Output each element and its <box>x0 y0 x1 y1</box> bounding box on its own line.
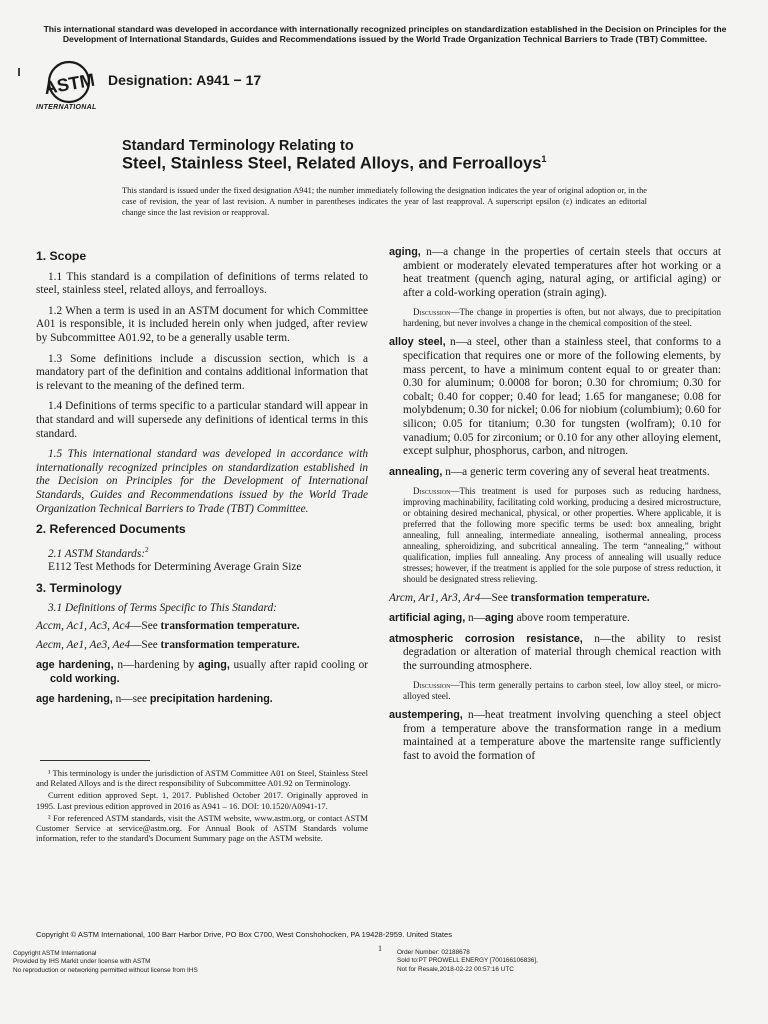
age-hardening-def-b: usually after rapid cooling or <box>233 659 369 672</box>
license-block <box>13 950 198 975</box>
footnote-1: ¹ This terminology is under the jurisdiction of ASTM Committee A01 on Steel, Stainless Steel and Related Alloys and is the direct responsibility of Subcommittee A01.92 on Terminology. <box>36 768 368 789</box>
age-hardening-entry-2 <box>36 693 368 707</box>
ae-entry <box>36 639 368 653</box>
atmospheric-corrosion-term: atmospheric corrosion resistance, <box>389 632 583 645</box>
license-line: Provided by IHS Markit under license with ASTM <box>13 958 151 966</box>
section-3-1: 3.1 Definitions of Terms Specific to This Standard: <box>48 602 277 615</box>
section-1-4: 1.4 Definitions of terms specific to a particular standard will appear in that standard and will supersede any definitions of identical terms in this standard. <box>36 400 368 440</box>
age-hardening-xref-2: precipitation hardening. <box>149 693 273 706</box>
alloy-steel-entry <box>389 336 721 458</box>
austempering-term: austempering, <box>389 709 463 722</box>
refdocs-heading: 2. Referenced Documents <box>36 522 186 537</box>
order-block <box>397 949 538 974</box>
aging-disc-text: —The change in properties is often, but not always, due to precipitation hardening, but never involves a change in the chemical composition of the steel. <box>403 307 721 329</box>
footnote-1-edition: Current edition approved Sept. 1, 2017. Published October 2017. Originally approved in 1995. Last previous edition approved in 2016 as A941 – 16. DOI: 10.1520/A0941-17. <box>36 790 368 811</box>
annealing-term: annealing, <box>389 465 443 478</box>
aging-entry <box>389 246 721 300</box>
title-text: Steel, Stainless Steel, Related Alloys, and Ferroalloys <box>122 154 542 173</box>
age-hardening-term: age hardening, <box>36 659 114 672</box>
artificial-aging-entry <box>389 612 721 626</box>
ae-xref: transformation temperature. <box>160 639 300 652</box>
aging-def: n—a change in the properties of certain steels that occurs at ambient or moderately elevated temperatures after hot working or a heat treatment (quench aging, natural aging, or artificial aging) or after a cold-working operation (strain aging). <box>403 246 722 299</box>
artificial-aging-def-b: above room temperature. <box>516 611 630 624</box>
age-hardening-def-a: n—hardening by <box>117 659 195 672</box>
title-footnote-ref: 1 <box>541 154 547 164</box>
artificial-aging-term: artificial aging, <box>389 611 466 624</box>
footnote-rule <box>40 760 150 761</box>
section-1-5: 1.5 This international standard was developed in accordance with internationally recognized principles on standardization established in the Decision on Principles for the Development of International Standards, Guides and Recommendations issued by the World Trade Organization Technical Barriers to Trade (TBT) Committee. <box>36 448 368 515</box>
ae-def: —See <box>130 639 158 652</box>
artificial-aging-xref: aging <box>484 611 514 624</box>
atmospheric-corrosion-def: n—the ability to resist degradation or alteration of material through chemical reaction with the surrounding atmosphere. <box>403 632 721 672</box>
page-number: 1 <box>378 944 382 953</box>
alloy-steel-def: n—a steel, other than a stainless steel, that conforms to a specification that requires one or more of the following elements, by mass percent, to have a minimum content equal to or greater than: 0.30 for aluminum; 0.0008 for boron; 0.30 for chromium; 0.30 for cobalt; 0.40 for copper; 0.40 for lead; 1.65 for manganese; 0.08 for molybdenum; 0.30 for nickel; 0.06 for niobium (columbium); 0.60 for silicon; 0.05 for titanium; 0.30 for tungsten (wolfram); 0.10 for vanadium; 0.05 for zirconium; or 0.10 for any other alloying element, except sulphur, phosphorus, carbon, and nitrogen. <box>403 336 722 458</box>
annealing-disc-label: Discussion <box>413 486 451 497</box>
wto-notice: This international standard was developed in accordance with internationally recognized principles on standardization established in the Decision on Principles for the Development of International Standards, Guides and Recommendations issued by the World Trade Organization Technical Barriers to Trade (TBT) Committee. <box>43 24 727 44</box>
astm-logo-text: ASTM <box>42 69 97 99</box>
ac-terms: Accm, Ac1, Ac3, Ac4 <box>36 619 131 632</box>
margin-mark <box>18 68 20 76</box>
footnote-ref-2: 2 <box>144 545 149 554</box>
annealing-entry <box>389 466 721 480</box>
ar-entry <box>389 592 721 606</box>
atmospheric-disc-label: Discussion <box>413 680 451 691</box>
section-1-2: 1.2 When a term is used in an ASTM document for which Committee A01 is responsible, it is included herein only when judged, after review by Subcommittee A01.92, to be a generally usable term. <box>36 304 368 344</box>
order-line: Sold to:PT PROWELL ENERGY [700166106836], <box>397 957 538 965</box>
issued-note: This standard is issued under the fixed designation A941; the number immediately following the designation indicates the year of original adoption or, in the case of revision, the year of last revision. A number in parentheses indicates the year of last reapproval. A superscript epsilon (ε) indicates an editorial change since the last revision or reapproval. <box>122 186 647 217</box>
copyright-line: Copyright © ASTM International, 100 Barr Harbor Drive, PO Box C700, West Conshohocken, PA 19428-2959. United States <box>36 930 453 939</box>
artificial-aging-def-a: n— <box>468 611 485 624</box>
section-1-1: 1.1 This standard is a compilation of definitions of terms related to steel, stainless steel, related alloys, and ferroalloys. <box>36 270 368 297</box>
astm-logo-subtext: INTERNATIONAL <box>36 104 97 111</box>
ar-def: —See <box>480 592 508 605</box>
aging-disc-label: Discussion <box>413 307 451 318</box>
atmospheric-corrosion-entry <box>389 633 721 674</box>
footnotes <box>36 768 368 845</box>
austempering-def: n—heat treatment involving quenching a steel object from a temperature above the transformation range in a medium maintained at a temperature above the martensite range sufficiently fast to avoid the formation of <box>403 709 722 763</box>
age-hardening-term-2: age hardening, <box>36 693 113 706</box>
left-column <box>36 250 368 714</box>
order-line: Order Number: 02188678 <box>397 949 470 956</box>
annealing-discussion <box>389 486 721 585</box>
designation: Designation: A941 − 17 <box>108 72 262 88</box>
license-line: Copyright ASTM International <box>13 950 97 957</box>
ac-xref: transformation temperature. <box>160 619 300 632</box>
title-line-1: Standard Terminology Relating to <box>122 138 354 154</box>
age-hardening-xref-b: cold working. <box>50 672 120 685</box>
scope-heading: 1. Scope <box>36 249 87 263</box>
aging-term: aging, <box>389 246 421 258</box>
age-hardening-xref-a: aging, <box>198 659 230 672</box>
section-2-1-text: 2.1 ASTM Standards: <box>48 547 145 560</box>
ac-def: —See <box>130 619 158 632</box>
title-line-2 <box>122 154 546 174</box>
section-1-3: 1.3 Some definitions include a discussion section, which is a mandatory part of the definition and contains additional information that is relevant to the meaning of the defined term. <box>36 352 368 392</box>
footnote-2: ² For referenced ASTM standards, visit the ASTM website, www.astm.org, or contact ASTM Customer Service at service@astm.org. For Annual Book of ASTM Standards volume information, refer to the standard's Document Summary page on the ASTM website. <box>36 812 368 844</box>
order-line: Not for Resale,2018-02-22 00:57:16 UTC <box>397 965 514 973</box>
ar-xref: transformation temperature. <box>510 592 650 605</box>
terminology-heading: 3. Terminology <box>36 580 122 595</box>
alloy-steel-term: alloy steel, <box>389 336 446 349</box>
ac-entry <box>36 620 368 634</box>
aging-discussion <box>389 307 721 329</box>
ar-terms: Arcm, Ar1, Ar3, Ar4 <box>389 592 481 605</box>
atmospheric-corrosion-discussion <box>389 680 721 702</box>
section-2-1 <box>36 544 368 561</box>
austempering-entry <box>389 709 721 763</box>
e112-reference: E112 Test Methods for Determining Average Grain Size <box>48 561 302 574</box>
right-column <box>389 246 721 771</box>
annealing-def: n—a generic term covering any of several heat treatments. <box>445 465 710 478</box>
ae-terms: Aecm, Ae1, Ae3, Ae4 <box>36 639 131 652</box>
annealing-disc-text: —This treatment is used for purposes such as reducing hardness, improving machinability, facilitating cold working, producing a desired microstructure, or obtaining desired mechanical, physical, or other properties. Where applicable, it is preferred that the following more specific terms be used: box annealing, bright annealing, full annealing, intermediate annealing, isothermal annealing, process annealing, spheroidizing, and subcritical annealing. The term “annealing,” without qualification, implies full annealing. Any process of annealing will usually reduce stresses; however, if the treatment is applied for the sole purpose of stress reduction, it should be designated stress relieving. <box>403 486 721 585</box>
age-hardening-entry-1 <box>36 659 368 686</box>
age-hardening-def-2: n—see <box>115 693 147 706</box>
license-line: No reproduction or networking permitted without license from IHS <box>13 966 198 974</box>
atmospheric-disc-text: —This term generally pertains to carbon steel, low alloy steel, or micro-alloyed steel. <box>403 680 721 702</box>
